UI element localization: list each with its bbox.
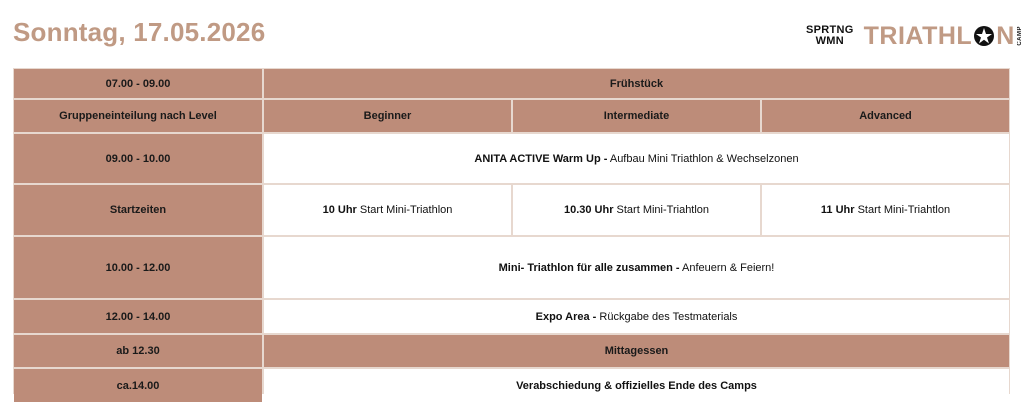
- start-beginner-cell: [264, 185, 511, 235]
- level-advanced-header: Advanced: [762, 100, 1009, 132]
- farewell-cell: [264, 369, 1009, 402]
- logo-main-b: N: [996, 21, 1015, 50]
- start-text: Start Mini-Triathlon: [356, 204, 453, 216]
- expo-rest: Rückgabe des Testmaterials: [596, 310, 738, 323]
- warmup-bold: ANITA ACTIVE Warm Up -: [474, 152, 608, 165]
- expo-cell: [264, 300, 1009, 333]
- start-time-bold: 10 Uhr: [322, 204, 357, 216]
- mini-triathlon-rest: Anfeuern & Feiern!: [679, 261, 775, 274]
- expo-bold: Expo Area -: [535, 310, 597, 323]
- group-label-cell: Gruppeneinteilung nach Level: [14, 100, 262, 132]
- mini-triathlon-cell: [264, 237, 1009, 298]
- start-intermediate-cell: [513, 185, 760, 235]
- logo-sprtng-wmn: [806, 25, 854, 47]
- logo-camp: CAMP: [1016, 26, 1023, 46]
- time-cell: ca.14.00: [14, 369, 262, 402]
- schedule-table: [13, 68, 1010, 394]
- warmup-cell: [264, 134, 1009, 183]
- time-cell: 10.00 - 12.00: [14, 237, 262, 298]
- warmup-rest: Aufbau Mini Triathlon & Wechselzonen: [607, 152, 799, 165]
- start-time-bold: 11 Uhr: [820, 204, 855, 216]
- breakfast-cell: Frühstück: [264, 69, 1009, 98]
- brand-logo: [806, 22, 1023, 50]
- mini-triathlon-bold: Mini- Triathlon für alle zusammen -: [498, 261, 680, 274]
- level-beginner-header: Beginner: [264, 100, 511, 132]
- lunch-cell: Mittagessen: [264, 335, 1009, 367]
- page-title: Sonntag, 17.05.2026: [13, 17, 266, 47]
- time-cell: 07.00 - 09.00: [14, 69, 262, 98]
- star-circle-icon: [973, 25, 995, 47]
- time-cell: ab 12.30: [14, 335, 262, 367]
- time-cell: 09.00 - 10.00: [14, 134, 262, 183]
- logo-line2: WMN: [815, 35, 845, 47]
- farewell-text: Verabschiedung & offizielles Ende des Camps: [516, 379, 757, 392]
- start-advanced-cell: [762, 185, 1009, 235]
- logo-main-a: TRIATHL: [863, 21, 973, 50]
- start-text: Start Mini-Triahtlon: [854, 204, 951, 216]
- start-times-label: Startzeiten: [14, 185, 262, 235]
- level-intermediate-header: Intermediate: [513, 100, 760, 132]
- start-time-bold: 10.30 Uhr: [563, 204, 614, 216]
- start-text: Start Mini-Triahtlon: [613, 204, 710, 216]
- logo-triathlon: [864, 22, 1015, 51]
- time-cell: 12.00 - 14.00: [14, 300, 262, 333]
- logo-line1: SPRTNG: [806, 24, 854, 36]
